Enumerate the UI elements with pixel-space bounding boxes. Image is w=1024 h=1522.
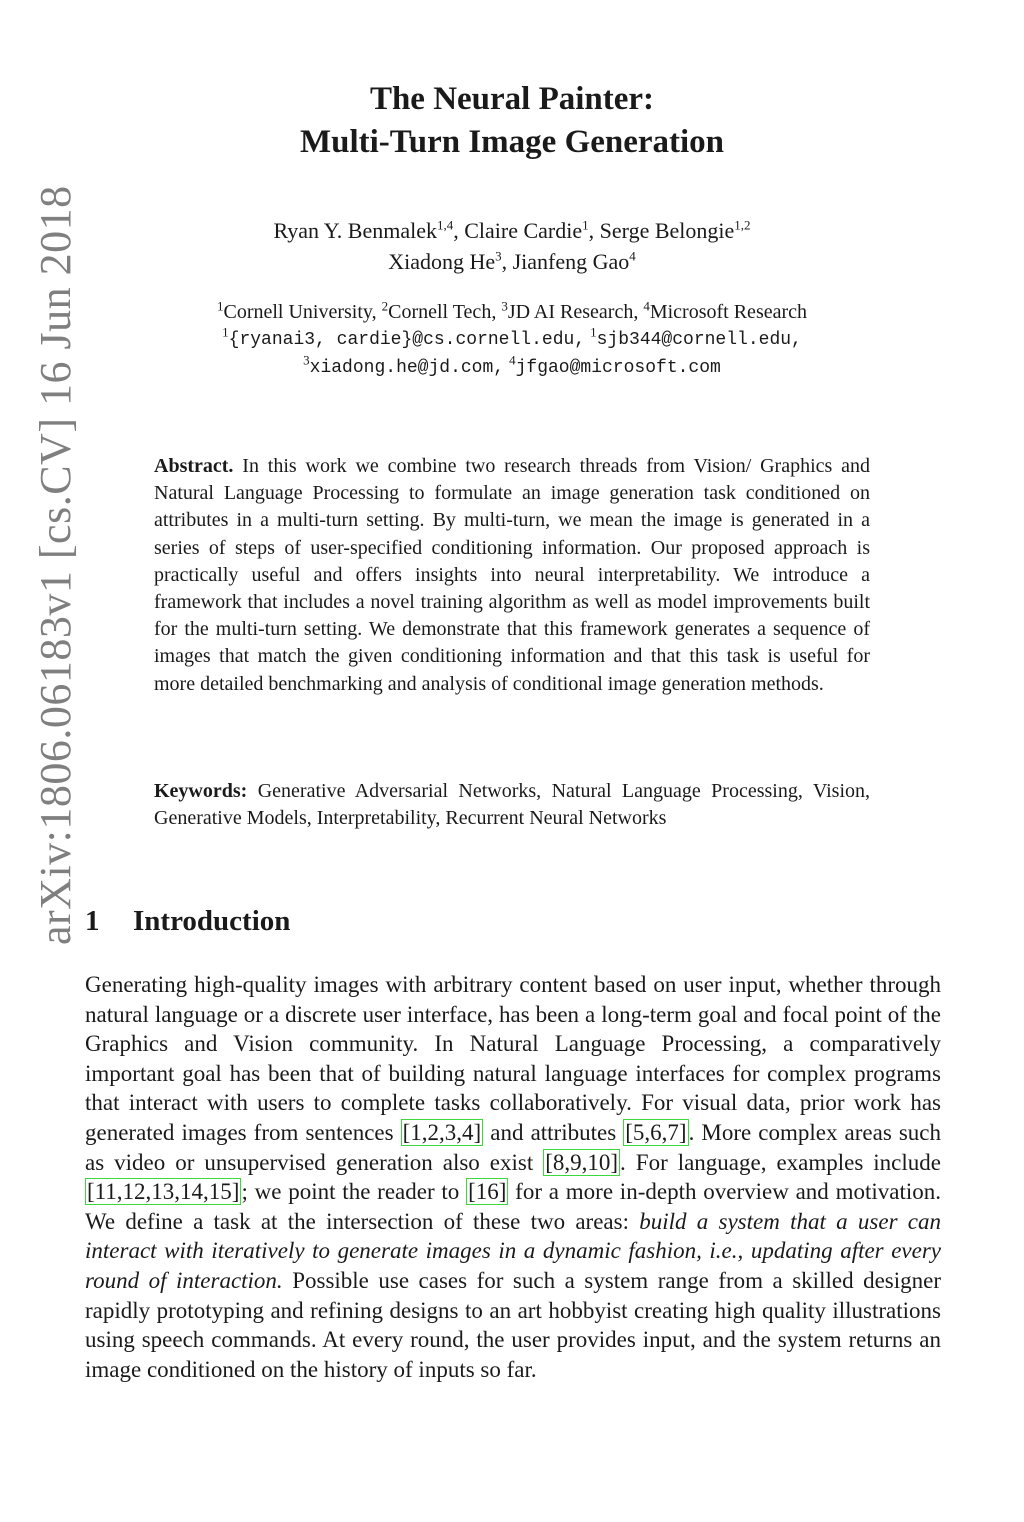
author-affil-sup: 1 bbox=[582, 217, 589, 233]
title-line-1: The Neural Painter: bbox=[369, 81, 655, 117]
author-name: , Jianfeng Gao bbox=[501, 249, 630, 274]
citation-link[interactable]: [16] bbox=[468, 1179, 507, 1205]
author-name: , Serge Belongie bbox=[588, 218, 735, 243]
keywords-label: Keywords: bbox=[154, 780, 248, 802]
paper-title bbox=[0, 78, 1024, 164]
institution: Microsoft Research bbox=[649, 301, 808, 323]
section-heading bbox=[85, 905, 290, 938]
author-name: , Claire Cardie bbox=[453, 218, 583, 243]
arxiv-identifier: arXiv:1806.06183v1 [cs.CV] 16 Jun 2018 bbox=[31, 185, 80, 945]
intro-text: Possible use cases for such a system range from a skilled designer rapidly prototyping and refining designs to an art hobbyist creating high quality illustrations using speech commands. At every round, the user provides input, and the system returns an image conditioned on the history of inputs so far. bbox=[85, 1267, 941, 1382]
section-number: 1 bbox=[85, 905, 100, 937]
intro-text: ; we point the reader to bbox=[241, 1179, 467, 1205]
author-affil-sup: 3 bbox=[495, 248, 502, 264]
author-affil-sup: 1,4 bbox=[436, 217, 454, 233]
intro-text: Generating high-quality images with arbitrary content based on user input, whether through natural language or a discrete user interface, has been a long-term goal and focal point of the Graphics and Vision community. In Natural Language Processing, a comparatively important goal has been that of building natural language interfaces for complex programs that interact with users to complete tasks collaboratively. For visual data, prior work has generated images from sentences bbox=[85, 972, 941, 1145]
author-affil-sup: 1,2 bbox=[734, 217, 751, 233]
abstract-text: In this work we combine two research threads from Vision/ Graphics and Natural Language Processing to formulate an image generation task conditioned on attributes in a multi-turn setting. By multi-turn, we mean the image is generated in a series of steps of user-specified conditioning information. Our proposed approach is practically useful and offers insights into neural interpretability. We introduce a framework that includes a novel training algorithm as well as model improvements built for the multi-turn setting. We demonstrate that this framework generates a sequence of images that match the given conditioning information and that this task is useful for more detailed benchmarking and analysis of conditional image generation methods. bbox=[154, 455, 871, 695]
author-line-2 bbox=[0, 246, 1024, 277]
citation-link[interactable]: [11,12,13,14,15] bbox=[87, 1179, 240, 1205]
keywords-text: Generative Adversarial Networks, Natural Language Processing, Vision, Generative Models, Interpretability, Recurrent Neural Networks bbox=[154, 780, 870, 829]
institution: Cornell Tech, bbox=[388, 301, 502, 323]
institution: JD AI Research, bbox=[507, 301, 644, 323]
author-affil-sup: 4 bbox=[629, 248, 636, 264]
email[interactable]: xiadong.he@jd.com, bbox=[309, 358, 505, 378]
affil-sup: 1 bbox=[222, 324, 229, 340]
intro-text: . For language, examples include bbox=[620, 1149, 941, 1175]
affil-sup: 1 bbox=[216, 298, 224, 314]
affiliations bbox=[0, 299, 1024, 381]
institution: Cornell University, bbox=[223, 301, 382, 323]
intro-paragraph bbox=[85, 970, 941, 1384]
citation-link[interactable]: [1,2,3,4] bbox=[402, 1119, 482, 1145]
institution-line bbox=[0, 299, 1024, 325]
intro-text: . More complex areas such as video or unsupervised generation also exist bbox=[85, 1119, 941, 1175]
email-line-2 bbox=[0, 353, 1024, 381]
author-name: Xiadong He bbox=[388, 249, 496, 274]
author-list bbox=[0, 215, 1024, 277]
email[interactable]: sjb344@cornell.edu, bbox=[596, 330, 802, 350]
email-line-1 bbox=[0, 325, 1024, 353]
author-line-1 bbox=[0, 215, 1024, 246]
affil-sup: 3 bbox=[303, 352, 310, 368]
title-line-2: Multi-Turn Image Generation bbox=[299, 124, 725, 160]
keywords bbox=[154, 778, 870, 832]
section-title: Introduction bbox=[133, 905, 291, 937]
intro-text: and attributes bbox=[483, 1119, 624, 1145]
author-name: Ryan Y. Benmalek bbox=[273, 218, 437, 243]
email[interactable]: jfgao@microsoft.com bbox=[515, 358, 721, 378]
affil-sup: 3 bbox=[501, 298, 508, 314]
abstract bbox=[154, 453, 870, 698]
email[interactable]: {ryanai3, cardie}@cs.cornell.edu, bbox=[228, 330, 586, 350]
abstract-label: Abstract. bbox=[154, 455, 234, 477]
affil-sup: 4 bbox=[643, 298, 650, 314]
affil-sup: 4 bbox=[509, 352, 516, 368]
citation-link[interactable]: [5,6,7] bbox=[625, 1119, 687, 1145]
affil-sup: 2 bbox=[381, 298, 389, 314]
task-definition: build a system that a user can interact with iteratively to generate images in a dynamic fashion, i.e., updating after every round of interaction. bbox=[85, 1208, 941, 1293]
citation-link[interactable]: [8,9,10] bbox=[545, 1149, 619, 1175]
affil-sup: 1 bbox=[590, 324, 597, 340]
intro-text: for a more in-depth overview and motivation. We define a task at the intersection of these two areas: bbox=[85, 1179, 941, 1234]
